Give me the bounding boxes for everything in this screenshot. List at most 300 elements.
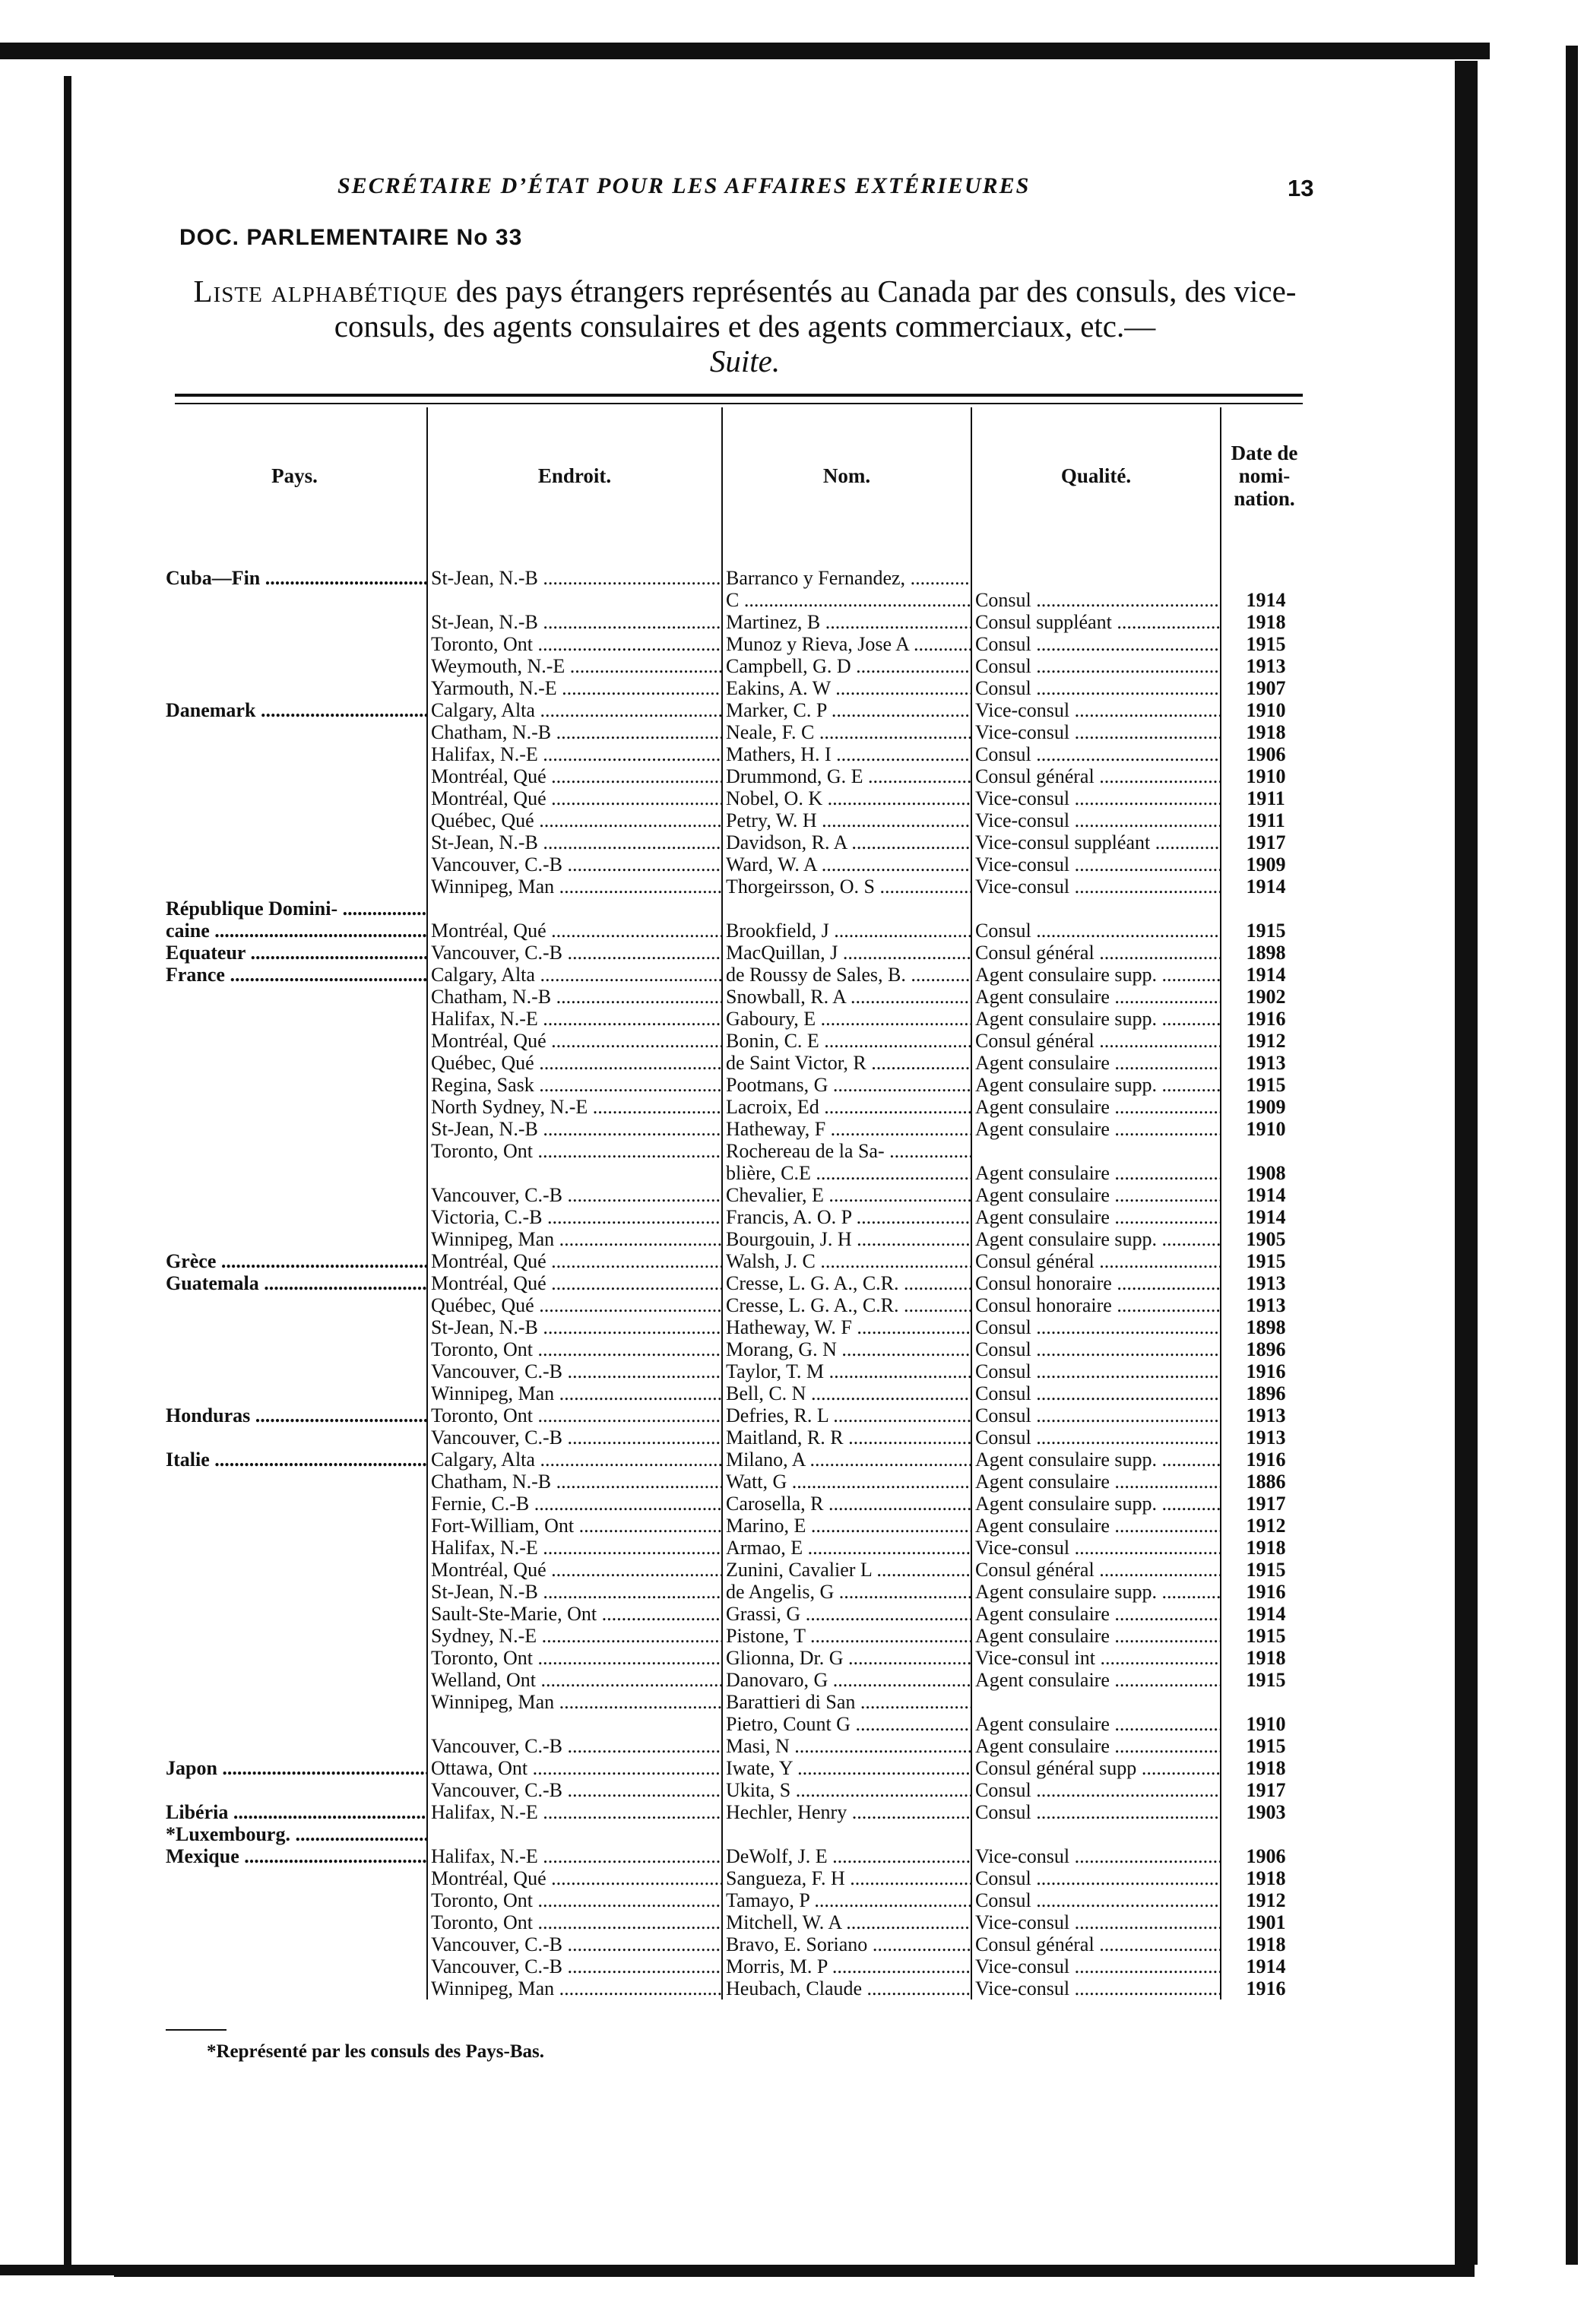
cell-date: 1909 [1221,1096,1307,1118]
cell-qualite: Agent consulaire ..... [971,1669,1221,1691]
cell-qualite: Consul suppléant ..... [971,611,1221,633]
cell-pays [163,853,427,875]
cell-endroit: Montréal, Qué ..... [427,1867,722,1889]
cell-endroit: Montréal, Qué ..... [427,1559,722,1581]
cell-pays [163,1316,427,1338]
cell-qualite: Vice-consul ..... [971,787,1221,809]
cell-qualite: Consul ..... [971,1382,1221,1404]
cell-pays: Danemark ..... [163,699,427,721]
cell-endroit: Chatham, N.-B ..... [427,721,722,743]
cell-qualite: Agent consulaire supp. ..... [971,1449,1221,1471]
cell-nom: MacQuillan, J ..... [722,942,971,964]
cell-date: 1916 [1221,1977,1307,1999]
cell-pays [163,1867,427,1889]
cell-pays [163,1162,427,1184]
cell-date: 1918 [1221,721,1307,743]
cell-date: 1916 [1221,1581,1307,1603]
cell-date: 1915 [1221,1250,1307,1272]
table-rule-thin [175,403,1303,404]
cell-date: 1917 [1221,1779,1307,1801]
cell-date: 1918 [1221,1933,1307,1955]
cell-pays [163,1779,427,1801]
table-row [163,544,1307,589]
table-row [163,1691,1307,1713]
column-header-qualite: Qualité. [971,407,1221,544]
table-row [163,655,1307,677]
cell-qualite: Agent consulaire ..... [971,1096,1221,1118]
table-row [163,1272,1307,1294]
cell-date: 1912 [1221,1515,1307,1537]
cell-date: 1917 [1221,831,1307,853]
cell-pays [163,1955,427,1977]
table-row [163,1801,1307,1823]
table-row [163,1426,1307,1449]
cell-qualite: Vice-consul int ..... [971,1647,1221,1669]
table-row [163,1669,1307,1691]
cell-nom: Bravo, E. Soriano ..... [722,1933,971,1955]
cell-pays: *Luxembourg. ..... [163,1823,427,1845]
cell-endroit: Vancouver, C.-B ..... [427,942,722,964]
cell-endroit: St-Jean, N.-B ..... [427,1316,722,1338]
cell-endroit: Calgary, Alta ..... [427,699,722,721]
cell-endroit: Victoria, C.-B ..... [427,1206,722,1228]
cell-date: 1915 [1221,920,1307,942]
table-row [163,942,1307,964]
cell-endroit: Vancouver, C.-B ..... [427,1933,722,1955]
cell-qualite [971,544,1221,589]
cell-qualite: Consul général supp ..... [971,1757,1221,1779]
table-row [163,1162,1307,1184]
cell-date: 1913 [1221,655,1307,677]
footnote: *Représenté par les consuls des Pays-Bas. [207,2041,544,2062]
cell-date: 1916 [1221,1449,1307,1471]
cell-endroit: Toronto, Ont ..... [427,1911,722,1933]
consuls-table [163,407,1307,1999]
table-row [163,1360,1307,1382]
cell-date: 1913 [1221,1426,1307,1449]
cell-endroit: Winnipeg, Man ..... [427,1228,722,1250]
cell-nom: Campbell, G. D ..... [722,655,971,677]
cell-nom: Lacroix, Ed ..... [722,1096,971,1118]
cell-pays [163,1603,427,1625]
cell-date: 1915 [1221,1074,1307,1096]
table-row [163,1515,1307,1537]
cell-nom: Zunini, Cavalier L ..... [722,1559,971,1581]
table-row [163,633,1307,655]
cell-endroit: Fernie, C.-B ..... [427,1493,722,1515]
cell-qualite: Agent consulaire ..... [971,1515,1221,1537]
cell-nom: Bonin, C. E ..... [722,1030,971,1052]
cell-nom: Watt, G ..... [722,1471,971,1493]
cell-qualite: Consul ..... [971,1801,1221,1823]
cell-date: 1915 [1221,1735,1307,1757]
cell-nom: Taylor, T. M ..... [722,1360,971,1382]
cell-pays [163,1228,427,1250]
cell-qualite: Consul ..... [971,1889,1221,1911]
cell-date: 1915 [1221,633,1307,655]
cell-endroit: Halifax, N.-E ..... [427,1008,722,1030]
table-rule-thick [175,394,1303,397]
cell-endroit: St-Jean, N.-B ..... [427,1581,722,1603]
title-suite: Suite. [709,344,781,378]
cell-nom: Defries, R. L ..... [722,1404,971,1426]
cell-endroit: Toronto, Ont ..... [427,633,722,655]
cell-nom: Cresse, L. G. A., C.R. ..... [722,1294,971,1316]
table-row [163,809,1307,831]
cell-date: 1906 [1221,743,1307,765]
table-row [163,1845,1307,1867]
cell-endroit [427,1713,722,1735]
cell-date: 1906 [1221,1845,1307,1867]
cell-date [1221,1823,1307,1845]
cell-qualite: Vice-consul suppléant ..... [971,831,1221,853]
cell-qualite: Consul ..... [971,920,1221,942]
cell-date: 1896 [1221,1382,1307,1404]
cell-nom: Pootmans, G ..... [722,1074,971,1096]
cell-endroit: Vancouver, C.-B ..... [427,853,722,875]
cell-nom: Munoz y Rieva, Jose A ..... [722,633,971,655]
table-row [163,721,1307,743]
cell-endroit: St-Jean, N.-B ..... [427,1118,722,1140]
cell-pays [163,1426,427,1449]
cell-endroit [427,589,722,611]
cell-date: 1905 [1221,1228,1307,1250]
cell-qualite: Consul ..... [971,633,1221,655]
cell-date: 1913 [1221,1052,1307,1074]
cell-pays [163,655,427,677]
cell-nom: Bourgouin, J. H ..... [722,1228,971,1250]
cell-date [1221,1691,1307,1713]
cell-endroit: Sault-Ste-Marie, Ont ..... [427,1603,722,1625]
cell-pays [163,765,427,787]
cell-endroit: Toronto, Ont ..... [427,1647,722,1669]
cell-date: 1914 [1221,1603,1307,1625]
table-row [163,964,1307,986]
page-number: 13 [1288,175,1314,201]
cell-date: 1915 [1221,1559,1307,1581]
cell-date: 1908 [1221,1162,1307,1184]
cell-qualite: Vice-consul ..... [971,875,1221,898]
cell-pays [163,1471,427,1493]
cell-nom: Danovaro, G ..... [722,1669,971,1691]
cell-qualite: Agent consulaire ..... [971,986,1221,1008]
cell-qualite: Consul ..... [971,1338,1221,1360]
table-body [163,544,1307,1999]
cell-pays [163,611,427,633]
cell-nom: Cresse, L. G. A., C.R. ..... [722,1272,971,1294]
cell-date: 1911 [1221,809,1307,831]
cell-pays [163,875,427,898]
cell-pays [163,633,427,655]
page-frame-left [64,76,71,2265]
cell-nom: de Roussy de Sales, B. ..... [722,964,971,986]
table-row [163,589,1307,611]
cell-nom: Maitland, R. R ..... [722,1426,971,1449]
column-header-pays: Pays. [271,464,318,487]
table-row [163,1889,1307,1911]
cell-nom: Nobel, O. K ..... [722,787,971,809]
cell-nom: Petry, W. H ..... [722,809,971,831]
cell-nom: Glionna, Dr. G ..... [722,1647,971,1669]
cell-pays: France ..... [163,964,427,986]
cell-pays [163,743,427,765]
cell-date: 1913 [1221,1272,1307,1294]
cell-date: 1898 [1221,942,1307,964]
cell-endroit [427,898,722,920]
cell-date: 1914 [1221,964,1307,986]
cell-qualite: Consul ..... [971,1316,1221,1338]
cell-endroit: Toronto, Ont ..... [427,1404,722,1426]
table-row [163,1713,1307,1735]
cell-qualite: Vice-consul ..... [971,1911,1221,1933]
cell-endroit: Montréal, Qué ..... [427,920,722,942]
cell-pays [163,589,427,611]
page-frame-edge [1566,46,1578,2265]
cell-endroit: Montréal, Qué ..... [427,1030,722,1052]
cell-pays [163,1691,427,1713]
document-label: DOC. PARLEMENTAIRE No 33 [179,225,523,250]
table-row [163,920,1307,942]
table-row [163,1382,1307,1404]
cell-endroit: Vancouver, C.-B ..... [427,1779,722,1801]
cell-endroit [427,1162,722,1184]
cell-qualite: Consul général ..... [971,1250,1221,1272]
cell-endroit: Toronto, Ont ..... [427,1338,722,1360]
table-row [163,1030,1307,1052]
cell-qualite: Consul honoraire ..... [971,1272,1221,1294]
cell-nom: de Saint Victor, R ..... [722,1052,971,1074]
table-row [163,1228,1307,1250]
cell-qualite: Agent consulaire supp. ..... [971,1074,1221,1096]
cell-qualite: Consul ..... [971,1867,1221,1889]
cell-nom: de Angelis, G ..... [722,1581,971,1603]
cell-qualite: Consul général ..... [971,1030,1221,1052]
cell-endroit: Sydney, N.-E ..... [427,1625,722,1647]
table-row [163,1955,1307,1977]
table-row [163,1250,1307,1272]
cell-endroit: Québec, Qué ..... [427,1052,722,1074]
cell-qualite: Vice-consul ..... [971,1537,1221,1559]
cell-pays: Grèce ..... [163,1250,427,1272]
cell-pays: Cuba—Fin ..... [163,544,427,589]
cell-pays [163,1118,427,1140]
table-row [163,1471,1307,1493]
cell-pays [163,1515,427,1537]
cell-pays [163,1581,427,1603]
cell-nom: Davidson, R. A ..... [722,831,971,853]
cell-endroit: Vancouver, C.-B ..... [427,1426,722,1449]
cell-qualite: Agent consulaire supp. ..... [971,964,1221,986]
page-frame-bottom [114,2265,1475,2277]
cell-date: 1914 [1221,589,1307,611]
cell-nom: Armao, E ..... [722,1537,971,1559]
table-row [163,1559,1307,1581]
cell-date: 1914 [1221,875,1307,898]
cell-nom [722,898,971,920]
table-row [163,677,1307,699]
running-title: SECRÉTAIRE D’ÉTAT POUR LES AFFAIRES EXTÉRIEURES [337,173,1031,198]
cell-pays [163,1382,427,1404]
cell-endroit: Halifax, N.-E ..... [427,1801,722,1823]
cell-qualite: Consul ..... [971,1404,1221,1426]
footnote-rule [166,2029,227,2031]
cell-endroit: Regina, Sask ..... [427,1074,722,1096]
cell-nom: Sangueza, F. H ..... [722,1867,971,1889]
cell-qualite: Vice-consul ..... [971,699,1221,721]
table-row [163,853,1307,875]
cell-qualite: Consul général ..... [971,765,1221,787]
cell-date: 1910 [1221,1118,1307,1140]
cell-endroit: Vancouver, C.-B ..... [427,1184,722,1206]
cell-qualite: Agent consulaire supp. ..... [971,1228,1221,1250]
table-row [163,1757,1307,1779]
cell-nom: Iwate, Y ..... [722,1757,971,1779]
cell-pays: Equateur ..... [163,942,427,964]
cell-nom: Mitchell, W. A ..... [722,1911,971,1933]
cell-nom: Neale, F. C ..... [722,721,971,743]
table-row [163,1625,1307,1647]
cell-qualite: Agent consulaire supp. ..... [971,1008,1221,1030]
cell-pays: Mexique ..... [163,1845,427,1867]
cell-date: 1911 [1221,787,1307,809]
cell-endroit: Vancouver, C.-B ..... [427,1955,722,1977]
cell-qualite: Agent consulaire ..... [971,1471,1221,1493]
cell-qualite: Consul ..... [971,1779,1221,1801]
cell-nom: Masi, N ..... [722,1735,971,1757]
cell-pays [163,1669,427,1691]
title-text: des pays étrangers représentés au Canada par des consuls, des vice-consuls, des agents consulaires et des agents commerciaux, etc.— [334,274,1297,344]
cell-qualite: Consul général ..... [971,1933,1221,1955]
table-row [163,1647,1307,1669]
cell-qualite: Consul général ..... [971,1559,1221,1581]
cell-nom: Carosella, R ..... [722,1493,971,1515]
cell-pays [163,986,427,1008]
cell-pays: caine ..... [163,920,427,942]
cell-pays [163,1184,427,1206]
title-lead: Liste alphabétique [193,274,448,309]
cell-endroit: Ottawa, Ont ..... [427,1757,722,1779]
cell-nom: Gaboury, E ..... [722,1008,971,1030]
cell-endroit: Fort-William, Ont ..... [427,1515,722,1537]
cell-nom: Marker, C. P ..... [722,699,971,721]
cell-endroit: Montréal, Qué ..... [427,765,722,787]
page-frame-top [0,43,1490,59]
table-row [163,1140,1307,1162]
cell-qualite: Agent consulaire ..... [971,1052,1221,1074]
cell-qualite: Consul honoraire ..... [971,1294,1221,1316]
table-row [163,699,1307,721]
cell-date [1221,1140,1307,1162]
cell-nom: Francis, A. O. P ..... [722,1206,971,1228]
cell-endroit: Halifax, N.-E ..... [427,1537,722,1559]
column-header-endroit: Endroit. [427,407,722,544]
cell-pays [163,1735,427,1757]
table-row [163,1867,1307,1889]
cell-nom: Milano, A ..... [722,1449,971,1471]
cell-endroit: St-Jean, N.-B ..... [427,611,722,633]
cell-endroit: St-Jean, N.-B ..... [427,831,722,853]
cell-nom: Pietro, Count G ..... [722,1713,971,1735]
cell-qualite: Consul ..... [971,1360,1221,1382]
table-row [163,1316,1307,1338]
cell-pays [163,1493,427,1515]
cell-date: 1902 [1221,986,1307,1008]
table-row [163,1052,1307,1074]
cell-endroit: Toronto, Ont ..... [427,1889,722,1911]
table-row [163,1338,1307,1360]
cell-pays [163,1030,427,1052]
cell-pays: Libéria ..... [163,1801,427,1823]
cell-date: 1918 [1221,611,1307,633]
cell-date: 1910 [1221,699,1307,721]
cell-pays [163,1140,427,1162]
cell-date: 1901 [1221,1911,1307,1933]
cell-date: 1915 [1221,1669,1307,1691]
cell-endroit: Montréal, Qué ..... [427,1272,722,1294]
cell-qualite: Agent consulaire ..... [971,1625,1221,1647]
cell-endroit: Montréal, Qué ..... [427,1250,722,1272]
table-row [163,1206,1307,1228]
cell-qualite: Agent consulaire ..... [971,1206,1221,1228]
table-row [163,875,1307,898]
table-row [163,1581,1307,1603]
cell-nom: Martinez, B ..... [722,611,971,633]
cell-endroit: North Sydney, N.-E ..... [427,1096,722,1118]
table-row [163,1735,1307,1757]
cell-nom: Hechler, Henry ..... [722,1801,971,1823]
cell-nom: Tamayo, P ..... [722,1889,971,1911]
table-row [163,1779,1307,1801]
cell-qualite [971,898,1221,920]
table-row [163,1449,1307,1471]
cell-endroit: Winnipeg, Man ..... [427,1977,722,1999]
cell-nom: Heubach, Claude ..... [722,1977,971,1999]
cell-pays [163,1338,427,1360]
table-row [163,898,1307,920]
table-row [163,1294,1307,1316]
cell-nom: Chevalier, E ..... [722,1184,971,1206]
cell-pays [163,1977,427,1999]
cell-pays [163,1889,427,1911]
cell-pays [163,1074,427,1096]
cell-pays [163,1713,427,1735]
table-row [163,1933,1307,1955]
cell-date: 1914 [1221,1184,1307,1206]
cell-endroit: Montréal, Qué ..... [427,787,722,809]
cell-qualite [971,1691,1221,1713]
cell-endroit: Winnipeg, Man ..... [427,1382,722,1404]
page-frame-right [1455,61,1478,2265]
cell-qualite: Agent consulaire ..... [971,1735,1221,1757]
cell-nom: Barranco y Fernandez, ..... [722,544,971,589]
cell-date: 1907 [1221,677,1307,699]
cell-pays [163,1096,427,1118]
table-row [163,1184,1307,1206]
cell-nom: Walsh, J. C ..... [722,1250,971,1272]
cell-date [1221,898,1307,920]
cell-nom: Ward, W. A ..... [722,853,971,875]
cell-qualite: Agent consulaire supp. ..... [971,1493,1221,1515]
table-row [163,743,1307,765]
cell-pays [163,809,427,831]
table-row [163,1404,1307,1426]
cell-qualite: Consul ..... [971,743,1221,765]
cell-endroit: Calgary, Alta ..... [427,1449,722,1471]
cell-pays [163,787,427,809]
table-row [163,1096,1307,1118]
cell-nom: Drummond, G. E ..... [722,765,971,787]
cell-nom: Barattieri di San ..... [722,1691,971,1713]
